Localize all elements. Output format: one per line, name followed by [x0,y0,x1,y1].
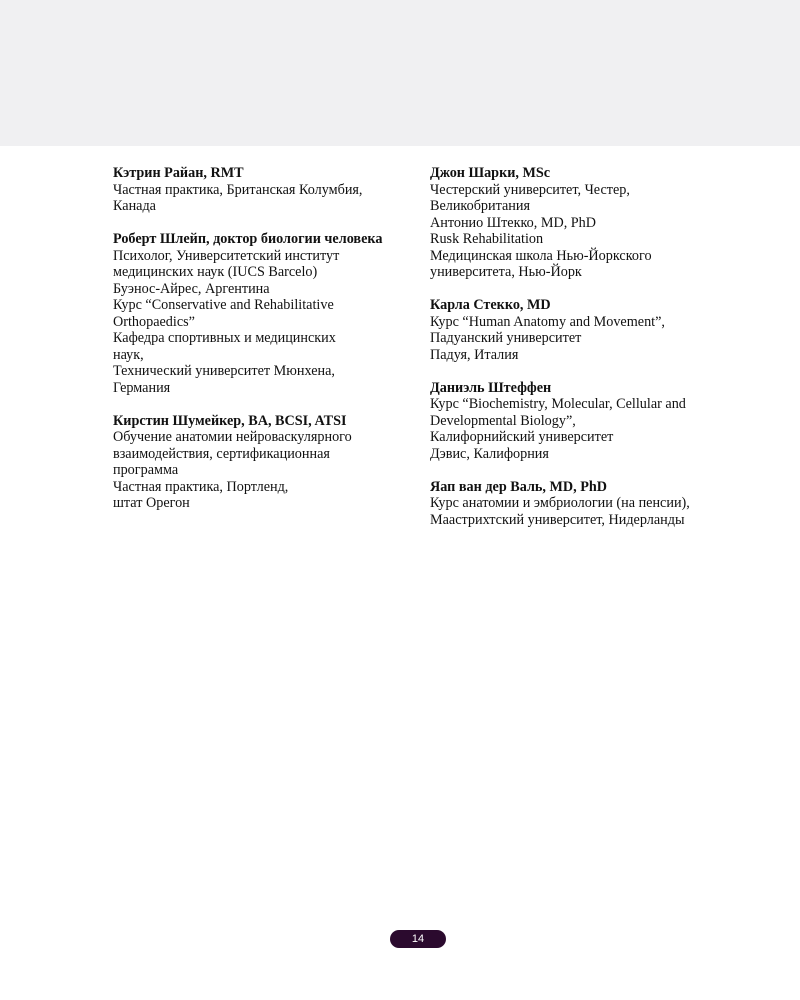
contributor-name: Даниэль Штеффен [430,379,552,396]
contributor-detail: Падуя, Италия [430,346,519,363]
contributor-detail: Developmental Biology”, [430,412,576,429]
contributor-detail: Падуанский университет [430,330,582,346]
contributor-entry [430,165,740,281]
header-band [0,0,800,146]
contributor-entry [113,413,413,512]
contributor-entry [430,479,740,529]
contributors-left-column [113,165,413,528]
contributor-entry [430,380,740,463]
contributor-detail: Маастрихтский университет, Нидерланды [430,511,685,528]
contributor-detail: Технический университет Мюнхена, [113,363,335,379]
contributor-detail: Курс “Biochemistry, Molecular, Cellular and [430,396,686,412]
contributor-name: Джон Шарки, MSc [430,165,551,181]
contributor-detail: Психолог, Университетский институт [113,247,340,264]
contributor-detail: Великобритания [430,198,530,214]
contributors-right-column [430,165,740,545]
contributor-detail: взаимодействия, сертификационная [113,445,330,462]
contributor-name: Роберт Шлейп, доктор биологии человека [113,231,383,247]
page-number: 14 [390,930,446,948]
contributor-entry [430,297,740,363]
contributor-detail: Калифорнийский университет [430,429,614,445]
contributor-detail: Дэвис, Калифорния [430,445,549,462]
contributor-detail: Orthopaedics” [113,313,195,330]
contributor-detail: Курс “Human Anatomy and Movement”, [430,313,665,330]
contributor-detail: Обучение анатомии нейроваскулярного [113,429,352,445]
contributor-detail: университета, Нью-Йорк [430,264,582,280]
contributor-entry [113,165,413,215]
contributor-detail: Антонио Штекко, MD, PhD [430,214,597,231]
contributor-detail: Частная практика, Британская Колумбия, [113,181,363,198]
contributor-detail: Честерский университет, Честер, [430,181,630,198]
contributor-detail: Медицинская школа Нью-Йоркского [430,247,652,264]
contributor-name: Яап ван дер Валь, MD, PhD [430,478,608,495]
contributor-detail: наук, [113,346,144,363]
contributor-name: Карла Стекко, MD [430,297,551,313]
contributor-name: Кирстин Шумейкер, BA, BCSI, ATSI [113,412,347,429]
contributor-detail: Rusk Rehabilitation [430,231,544,247]
contributor-detail: Курс “Conservative and Rehabilitative [113,297,334,313]
contributor-detail: медицинских наук (IUCS Barcelo) [113,264,318,280]
contributor-entry [113,231,413,396]
contributor-detail: Курс анатомии и эмбриологии (на пенсии), [430,495,690,511]
contributor-detail: Буэнос-Айрес, Аргентина [113,280,270,297]
contributor-detail: Канада [113,198,156,214]
contributor-detail: Кафедра спортивных и медицинских [113,330,336,346]
contributor-detail: Германия [113,379,171,396]
contributor-name: Кэтрин Райан, RMT [113,165,244,181]
contributor-detail: штат Орегон [113,495,190,511]
contributor-detail: Частная практика, Портленд, [113,478,289,495]
contributor-detail: программа [113,462,179,478]
